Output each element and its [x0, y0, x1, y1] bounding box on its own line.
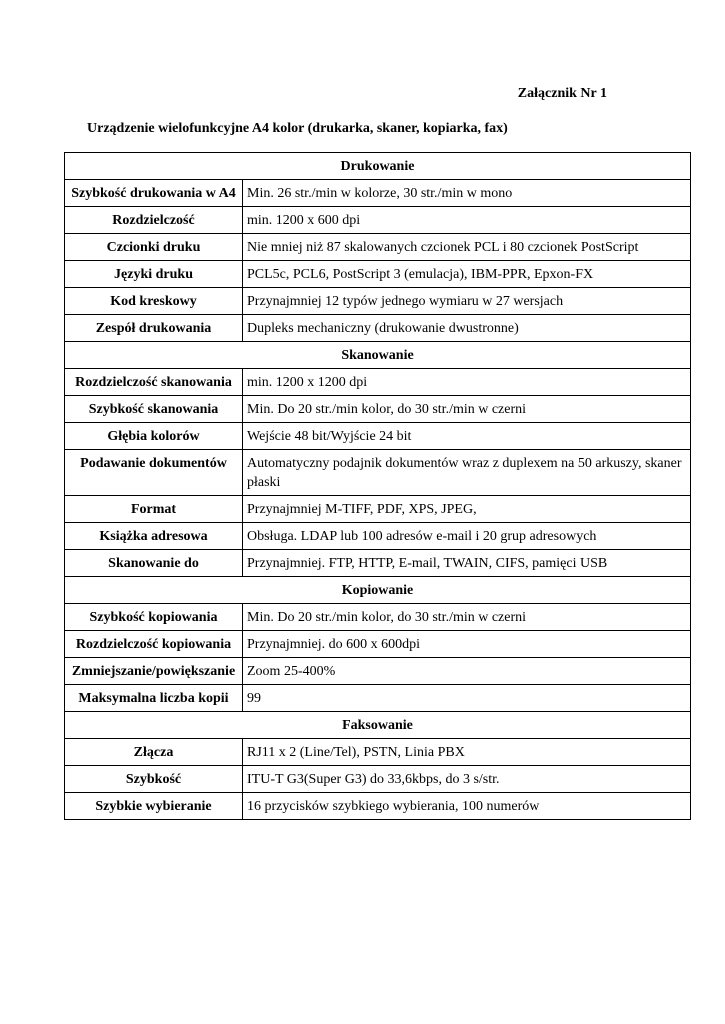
- parameter-value: Przynajmniej 12 typów jednego wymiaru w 27 wersjach: [243, 288, 691, 315]
- table-row: [65, 396, 691, 423]
- parameter-value: Zoom 25-400%: [243, 658, 691, 685]
- parameter-label: Książka adresowa: [65, 523, 243, 550]
- document-title: Urządzenie wielofunkcyjne A4 kolor (drukarka, skaner, kopiarka, fax): [87, 121, 508, 136]
- parameter-label: Czcionki druku: [65, 234, 243, 261]
- parameter-value: Przynajmniej M-TIFF, PDF, XPS, JPEG,: [243, 496, 691, 523]
- parameter-value: 99: [243, 685, 691, 712]
- table-row: [65, 685, 691, 712]
- parameter-value: Min. 26 str./min w kolorze, 30 str./min w mono: [243, 180, 691, 207]
- parameter-label: Rozdzielczość kopiowania: [65, 631, 243, 658]
- table-row: [65, 766, 691, 793]
- section-header-row: [65, 342, 691, 369]
- parameter-value: Obsługa. LDAP lub 100 adresów e-mail i 20 grup adresowych: [243, 523, 691, 550]
- section-header-row: [65, 153, 691, 180]
- table-row: [65, 261, 691, 288]
- table-row: [65, 234, 691, 261]
- parameter-label: Szybkość kopiowania: [65, 604, 243, 631]
- table-row: [65, 369, 691, 396]
- table-row: [65, 739, 691, 766]
- section-header-row: [65, 712, 691, 739]
- section-heading: Skanowanie: [65, 342, 691, 369]
- parameter-value: PCL5c, PCL6, PostScript 3 (emulacja), IBM-PPR, Epxon-FX: [243, 261, 691, 288]
- spec-table-body: [65, 153, 691, 820]
- parameter-value: 16 przycisków szybkiego wybierania, 100 numerów: [243, 793, 691, 820]
- table-row: [65, 315, 691, 342]
- parameter-label: Zmniejszanie/powiększanie: [65, 658, 243, 685]
- table-row: [65, 207, 691, 234]
- table-row: [65, 288, 691, 315]
- parameter-label: Format: [65, 496, 243, 523]
- parameter-value: Automatyczny podajnik dokumentów wraz z duplexem na 50 arkuszy, skaner płaski: [243, 450, 691, 496]
- parameter-value: Wejście 48 bit/Wyjście 24 bit: [243, 423, 691, 450]
- parameter-label: Szybkość: [65, 766, 243, 793]
- parameter-label: Rozdzielczość skanowania: [65, 369, 243, 396]
- parameter-value: Min. Do 20 str./min kolor, do 30 str./min w czerni: [243, 604, 691, 631]
- parameter-label: Szybkość drukowania w A4: [65, 180, 243, 207]
- parameter-label: Złącza: [65, 739, 243, 766]
- parameter-label: Podawanie dokumentów: [65, 450, 243, 496]
- table-row: [65, 793, 691, 820]
- table-row: [65, 423, 691, 450]
- annex-label: Załącznik Nr 1: [517, 86, 607, 101]
- parameter-label: Rozdzielczość: [65, 207, 243, 234]
- section-header-row: [65, 577, 691, 604]
- parameter-value: Dupleks mechaniczny (drukowanie dwustronne): [243, 315, 691, 342]
- parameter-value: Przynajmniej. FTP, HTTP, E-mail, TWAIN, CIFS, pamięci USB: [243, 550, 691, 577]
- parameter-label: Skanowanie do: [65, 550, 243, 577]
- parameter-value: Nie mniej niż 87 skalowanych czcionek PCL i 80 czcionek PostScript: [243, 234, 691, 261]
- parameter-label: Zespół drukowania: [65, 315, 243, 342]
- parameter-value: min. 1200 x 1200 dpi: [243, 369, 691, 396]
- section-heading: Faksowanie: [65, 712, 691, 739]
- section-heading: Kopiowanie: [65, 577, 691, 604]
- parameter-label: Szybkie wybieranie: [65, 793, 243, 820]
- table-row: [65, 550, 691, 577]
- parameter-label: Szybkość skanowania: [65, 396, 243, 423]
- spec-table: [64, 152, 691, 820]
- parameter-value: Przynajmniej. do 600 x 600dpi: [243, 631, 691, 658]
- table-row: [65, 496, 691, 523]
- parameter-label: Maksymalna liczba kopii: [65, 685, 243, 712]
- table-row: [65, 450, 691, 496]
- parameter-value: RJ11 x 2 (Line/Tel), PSTN, Linia PBX: [243, 739, 691, 766]
- table-row: [65, 180, 691, 207]
- parameter-value: Min. Do 20 str./min kolor, do 30 str./min w czerni: [243, 396, 691, 423]
- section-heading: Drukowanie: [65, 153, 691, 180]
- table-row: [65, 631, 691, 658]
- parameter-label: Kod kreskowy: [65, 288, 243, 315]
- parameter-value: ITU-T G3(Super G3) do 33,6kbps, do 3 s/str.: [243, 766, 691, 793]
- table-row: [65, 604, 691, 631]
- table-row: [65, 658, 691, 685]
- parameter-label: Głębia kolorów: [65, 423, 243, 450]
- parameter-value: min. 1200 x 600 dpi: [243, 207, 691, 234]
- table-row: [65, 523, 691, 550]
- parameter-label: Języki druku: [65, 261, 243, 288]
